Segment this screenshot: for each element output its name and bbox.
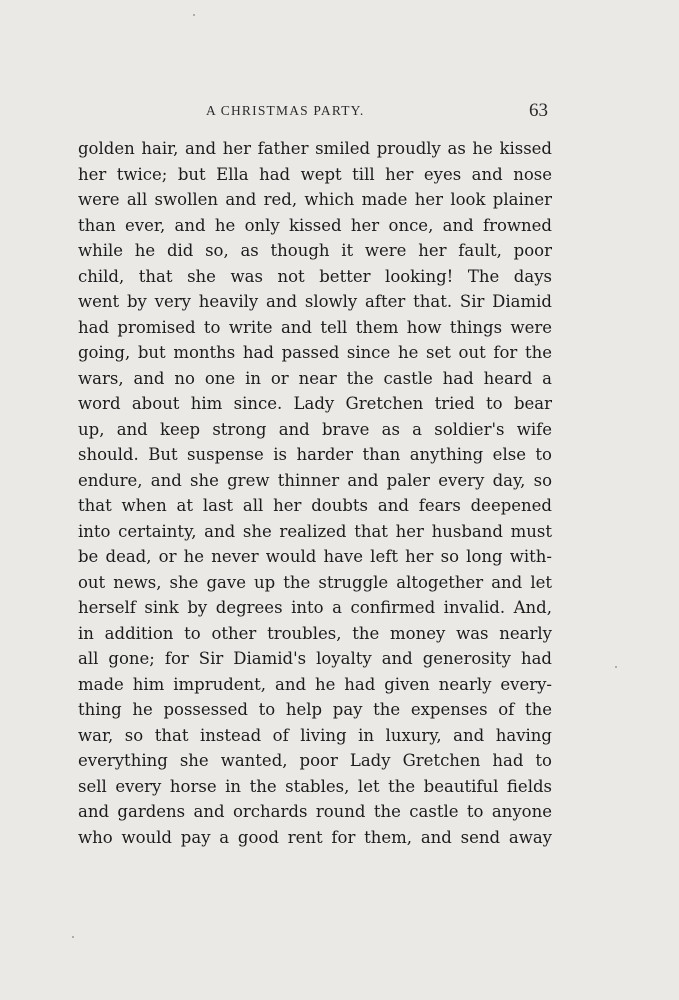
text-line: wars, and no one in or near the castle had heard a xyxy=(78,368,552,388)
text-line: war, so that instead of living in luxury, and having xyxy=(78,725,552,745)
text-line: while he did so, as though it were her fault, poor xyxy=(78,241,552,260)
page-number: 63 xyxy=(529,100,548,121)
text-line: going, but months had passed since he set out for the xyxy=(78,343,552,362)
text-line: who would pay a good rent for them, and send away xyxy=(78,827,552,847)
text-line: be dead, or he never would have left her so long with- xyxy=(78,547,552,566)
paper-speck xyxy=(615,666,617,668)
text-line: everything she wanted, poor Lady Gretchen had to xyxy=(78,751,552,770)
text-line: in addition to other troubles, the money was nearly xyxy=(78,623,552,643)
text-line: sell every horse in the stables, let the beautiful fields xyxy=(78,776,552,796)
text-line: had promised to write and tell them how things were xyxy=(78,317,552,337)
text-line: into certainty, and she realized that her husband must xyxy=(78,521,552,541)
text-line: up, and keep strong and brave as a soldier's wife xyxy=(78,419,552,439)
text-line: and gardens and orchards round the castle to anyone xyxy=(78,802,552,821)
body-text xyxy=(78,136,552,850)
text-line: all gone; for Sir Diamid's loyalty and generosity had xyxy=(78,649,552,668)
paper-speck xyxy=(72,936,74,938)
text-line: that when at last all her doubts and fears deepened xyxy=(78,496,552,515)
text-line: made him imprudent, and he had given nearly every- xyxy=(78,674,552,694)
running-title: A CHRISTMAS PARTY. xyxy=(206,103,365,118)
text-line: golden hair, and her father smiled proudly as he kissed xyxy=(78,139,552,158)
text-line: than ever, and he only kissed her once, and frowned xyxy=(78,215,552,235)
text-line: went by very heavily and slowly after that. Sir Diamid xyxy=(78,292,552,311)
text-line: should. But suspense is harder than anything else to xyxy=(78,445,552,464)
text-line: herself sink by degrees into a confirmed invalid. And, xyxy=(78,598,552,617)
text-line: thing he possessed to help pay the expenses of the xyxy=(78,700,552,719)
text-line: her twice; but Ella had wept till her eyes and nose xyxy=(78,164,552,184)
text-line: word about him since. Lady Gretchen tried to bear xyxy=(78,394,552,413)
page-header xyxy=(78,100,552,124)
text-line: out news, she gave up the struggle altogether and let xyxy=(78,572,552,592)
text-line: child, that she was not better looking! The days xyxy=(78,266,552,286)
text-line: endure, and she grew thinner and paler every day, so xyxy=(78,470,552,490)
text-line: were all swollen and red, which made her look plainer xyxy=(78,190,552,209)
paper-speck xyxy=(193,14,195,16)
